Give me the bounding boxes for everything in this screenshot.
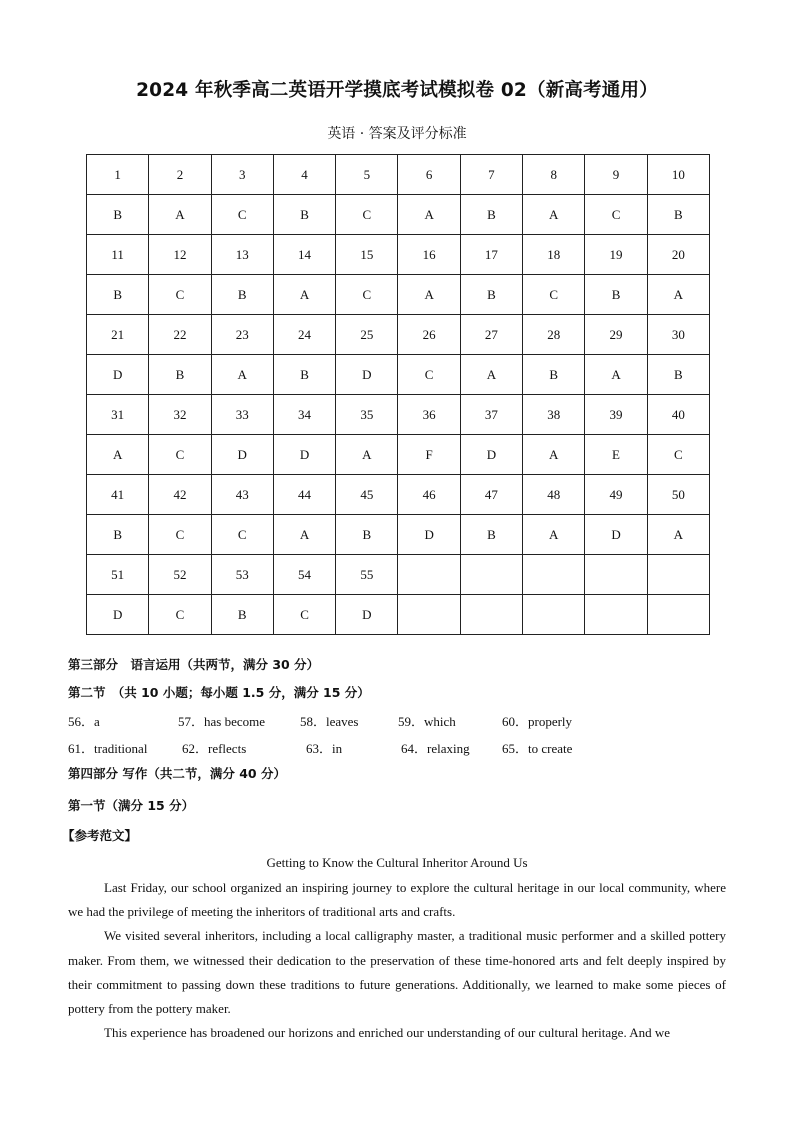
answer-key-cell bbox=[460, 595, 522, 635]
question-number-cell: 35 bbox=[336, 395, 398, 435]
question-number-cell: 14 bbox=[273, 235, 335, 275]
question-number-cell: 44 bbox=[273, 475, 335, 515]
question-number-cell: 55 bbox=[336, 555, 398, 595]
question-number-cell: 19 bbox=[585, 235, 647, 275]
question-number-cell: 50 bbox=[647, 475, 709, 515]
answer-key-cell: C bbox=[149, 515, 211, 555]
question-number-cell: 34 bbox=[273, 395, 335, 435]
answer-key-cell: D bbox=[87, 595, 149, 635]
question-number-cell: 52 bbox=[149, 555, 211, 595]
answer-key-cell: C bbox=[336, 195, 398, 235]
question-number-cell: 5 bbox=[336, 155, 398, 195]
answer-key-cell: C bbox=[523, 275, 585, 315]
question-number-cell: 22 bbox=[149, 315, 211, 355]
question-number-cell: 18 bbox=[523, 235, 585, 275]
question-number-cell: 29 bbox=[585, 315, 647, 355]
question-number-cell: 21 bbox=[87, 315, 149, 355]
answer-key-cell: A bbox=[336, 435, 398, 475]
essay-paragraph: We visited several inheritors, including a local calligraphy master, a traditional music performer and a skilled pottery maker. From them, we witnessed their dedication to the preservation of these time-honored arts and felt deeply inspired by their commitment to passing down these traditions to future generations. Additionally, we learned to make some pieces of pottery from the pottery maker. bbox=[68, 928, 726, 1017]
question-number-cell: 6 bbox=[398, 155, 460, 195]
question-number-row bbox=[87, 475, 710, 515]
fill-answer-59: 59．which bbox=[398, 714, 456, 729]
essay-title: Getting to Know the Cultural Inheritor Around Us bbox=[266, 855, 528, 870]
question-number-cell: 3 bbox=[211, 155, 273, 195]
question-number-cell: 28 bbox=[523, 315, 585, 355]
answer-key-cell: D bbox=[273, 435, 335, 475]
answer-key-cell: E bbox=[585, 435, 647, 475]
fill-answers-row-2 bbox=[68, 738, 728, 756]
answer-key-cell: B bbox=[460, 275, 522, 315]
question-number-cell: 32 bbox=[149, 395, 211, 435]
answer-key-cell: B bbox=[273, 195, 335, 235]
fill-answer-61: 61．traditional bbox=[68, 741, 148, 756]
question-number-cell: 30 bbox=[647, 315, 709, 355]
question-number-cell: 26 bbox=[398, 315, 460, 355]
question-number-cell: 13 bbox=[211, 235, 273, 275]
fill-answer-65: 65．to create bbox=[502, 741, 573, 756]
answer-key-cell: B bbox=[647, 195, 709, 235]
question-number-cell: 17 bbox=[460, 235, 522, 275]
question-number-cell: 1 bbox=[87, 155, 149, 195]
essay-paragraph: This experience has broadened our horizons and enriched our understanding of our cultural heritage. And we bbox=[104, 1025, 671, 1041]
answer-key-row bbox=[87, 195, 710, 235]
answer-key-row bbox=[87, 515, 710, 555]
question-number-cell: 4 bbox=[273, 155, 335, 195]
answer-key-cell bbox=[523, 595, 585, 635]
answer-key-cell: C bbox=[211, 195, 273, 235]
part4-heading: 第四部分 写作（共二节，满分 40 分） bbox=[68, 766, 286, 781]
answer-key-cell: B bbox=[273, 355, 335, 395]
answer-key-row bbox=[87, 595, 710, 635]
answer-key-cell: A bbox=[523, 195, 585, 235]
answer-key-cell: A bbox=[211, 355, 273, 395]
answer-key-cell: B bbox=[211, 595, 273, 635]
page-title: 2024 年秋季高二英语开学摸底考试模拟卷 02（新高考通用） bbox=[136, 80, 658, 101]
question-number-cell: 25 bbox=[336, 315, 398, 355]
answer-key-cell: A bbox=[647, 275, 709, 315]
question-number-cell: 11 bbox=[87, 235, 149, 275]
answer-key-cell: A bbox=[273, 515, 335, 555]
essay-paragraph: Last Friday, our school organized an inspiring journey to explore the cultural heritage in our local community, where we had the privilege of meeting the inheritors of traditional arts and crafts. bbox=[68, 880, 726, 920]
answer-key-cell: D bbox=[460, 435, 522, 475]
answer-key-cell: B bbox=[211, 275, 273, 315]
question-number-cell bbox=[398, 555, 460, 595]
question-number-cell: 38 bbox=[523, 395, 585, 435]
answer-key-row bbox=[87, 435, 710, 475]
question-number-cell: 47 bbox=[460, 475, 522, 515]
question-number-cell: 16 bbox=[398, 235, 460, 275]
question-number-row bbox=[87, 315, 710, 355]
answer-key-cell: B bbox=[647, 355, 709, 395]
answer-key-cell: B bbox=[87, 195, 149, 235]
answer-key-cell: D bbox=[87, 355, 149, 395]
question-number-cell: 9 bbox=[585, 155, 647, 195]
question-number-cell: 27 bbox=[460, 315, 522, 355]
answer-key-row bbox=[87, 275, 710, 315]
question-number-cell: 37 bbox=[460, 395, 522, 435]
question-number-cell: 49 bbox=[585, 475, 647, 515]
answer-key-cell: B bbox=[460, 195, 522, 235]
answer-key-cell: C bbox=[585, 195, 647, 235]
question-number-cell: 24 bbox=[273, 315, 335, 355]
essay-body bbox=[68, 876, 726, 1045]
fill-answer-63: 63．in bbox=[306, 741, 343, 756]
answer-key-cell: C bbox=[336, 275, 398, 315]
answer-key-cell: A bbox=[460, 355, 522, 395]
question-number-cell: 51 bbox=[87, 555, 149, 595]
answer-key-cell: C bbox=[211, 515, 273, 555]
question-number-cell: 8 bbox=[523, 155, 585, 195]
answer-key-cell bbox=[398, 595, 460, 635]
question-number-row bbox=[87, 395, 710, 435]
answer-key-cell: C bbox=[647, 435, 709, 475]
answer-key-cell: F bbox=[398, 435, 460, 475]
sample-essay-label: 【参考范文】 bbox=[62, 828, 138, 843]
question-number-cell: 45 bbox=[336, 475, 398, 515]
answer-key-cell: B bbox=[87, 275, 149, 315]
question-number-cell: 20 bbox=[647, 235, 709, 275]
question-number-cell: 41 bbox=[87, 475, 149, 515]
question-number-cell: 12 bbox=[149, 235, 211, 275]
section2-heading: 第二节 （共 10 小题；每小题 1.5 分，满分 15 分） bbox=[68, 685, 370, 700]
question-number-cell: 10 bbox=[647, 155, 709, 195]
answer-key-cell: B bbox=[523, 355, 585, 395]
question-number-cell bbox=[523, 555, 585, 595]
question-number-cell: 46 bbox=[398, 475, 460, 515]
question-number-cell: 39 bbox=[585, 395, 647, 435]
question-number-row bbox=[87, 155, 710, 195]
answer-key-cell: A bbox=[398, 275, 460, 315]
question-number-cell: 48 bbox=[523, 475, 585, 515]
question-number-cell: 23 bbox=[211, 315, 273, 355]
answer-key-cell: A bbox=[523, 435, 585, 475]
fill-answers-row-1 bbox=[68, 711, 728, 729]
question-number-cell bbox=[647, 555, 709, 595]
answer-key-cell: C bbox=[398, 355, 460, 395]
question-number-cell: 7 bbox=[460, 155, 522, 195]
fill-answer-57: 57．has become bbox=[178, 714, 266, 729]
answer-key-cell: D bbox=[336, 595, 398, 635]
answer-key-cell: C bbox=[149, 275, 211, 315]
answer-table bbox=[86, 154, 710, 635]
question-number-cell: 42 bbox=[149, 475, 211, 515]
answer-key-cell bbox=[585, 595, 647, 635]
question-number-cell bbox=[585, 555, 647, 595]
page-subtitle: 英语 · 答案及评分标准 bbox=[327, 126, 467, 142]
answer-key-row bbox=[87, 355, 710, 395]
part3-heading: 第三部分 语言运用（共两节，满分 30 分） bbox=[68, 657, 320, 672]
answer-key-cell: A bbox=[523, 515, 585, 555]
question-number-cell: 31 bbox=[87, 395, 149, 435]
question-number-cell: 40 bbox=[647, 395, 709, 435]
answer-key-cell: B bbox=[336, 515, 398, 555]
question-number-cell: 33 bbox=[211, 395, 273, 435]
fill-answer-64: 64．relaxing bbox=[401, 741, 470, 756]
answer-key-cell: A bbox=[647, 515, 709, 555]
answer-key-cell: A bbox=[585, 355, 647, 395]
question-number-cell: 43 bbox=[211, 475, 273, 515]
answer-key-cell: A bbox=[398, 195, 460, 235]
fill-answer-58: 58．leaves bbox=[300, 714, 359, 729]
answer-key-cell: C bbox=[149, 595, 211, 635]
answer-key-cell: B bbox=[460, 515, 522, 555]
answer-key-cell: D bbox=[585, 515, 647, 555]
question-number-cell: 53 bbox=[211, 555, 273, 595]
question-number-cell: 36 bbox=[398, 395, 460, 435]
fill-answer-56: 56．a bbox=[68, 714, 100, 729]
answer-key-cell: D bbox=[336, 355, 398, 395]
question-number-row bbox=[87, 235, 710, 275]
question-number-cell bbox=[460, 555, 522, 595]
question-number-cell: 54 bbox=[273, 555, 335, 595]
question-number-cell: 2 bbox=[149, 155, 211, 195]
answer-key-cell: D bbox=[398, 515, 460, 555]
question-number-row bbox=[87, 555, 710, 595]
answer-key-cell: A bbox=[149, 195, 211, 235]
answer-key-cell: B bbox=[87, 515, 149, 555]
answer-key-cell: C bbox=[273, 595, 335, 635]
answer-key-cell: C bbox=[149, 435, 211, 475]
answer-key-cell: B bbox=[149, 355, 211, 395]
answer-key-cell: A bbox=[273, 275, 335, 315]
answer-key-cell bbox=[647, 595, 709, 635]
answer-key-cell: D bbox=[211, 435, 273, 475]
fill-answer-62: 62．reflects bbox=[182, 741, 247, 756]
section1-heading: 第一节（满分 15 分） bbox=[68, 798, 195, 813]
fill-answer-60: 60．properly bbox=[502, 714, 573, 729]
question-number-cell: 15 bbox=[336, 235, 398, 275]
answer-key-cell: A bbox=[87, 435, 149, 475]
answer-key-cell: B bbox=[585, 275, 647, 315]
